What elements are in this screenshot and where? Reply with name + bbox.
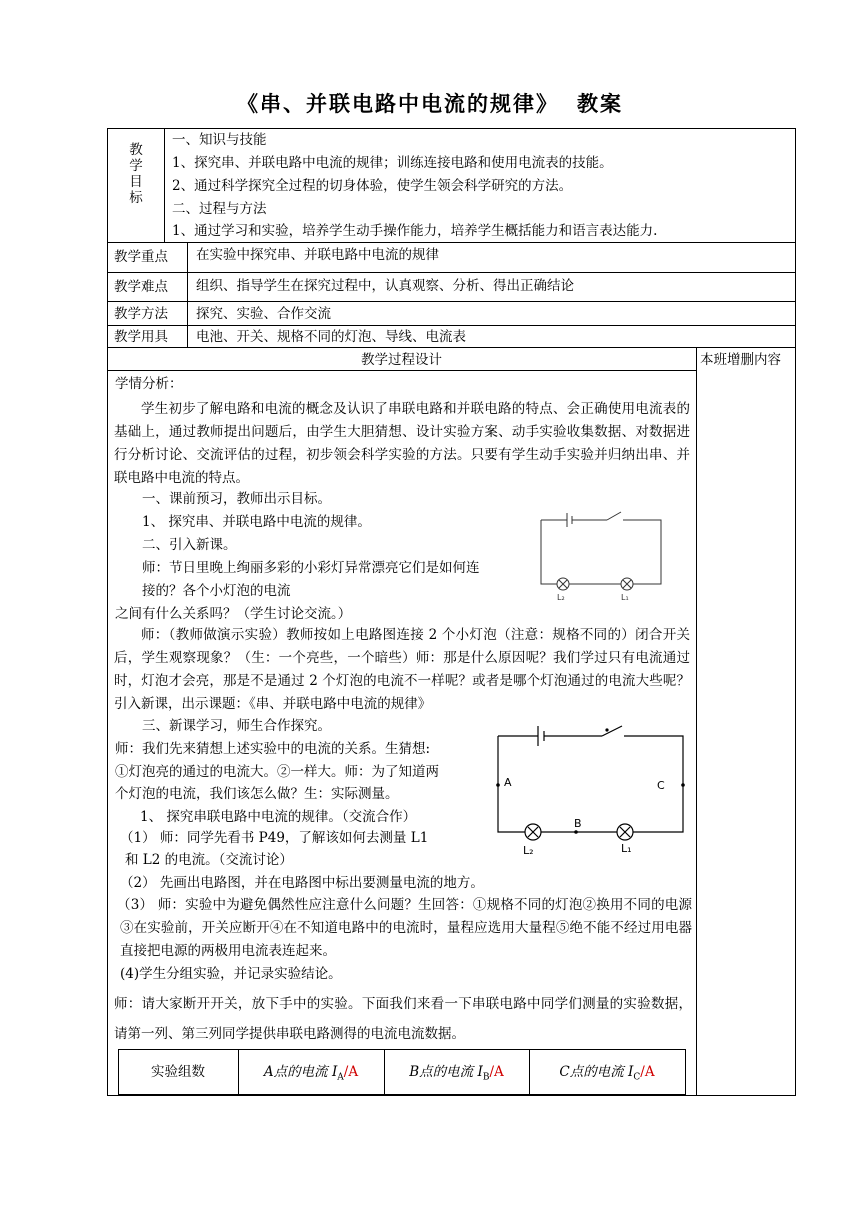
header-unit: /A [343,1064,359,1080]
para: （3） 师：实验中为避免偶然性应注意什么问题？生回答：①规格不同的灯泡②换用不同的电源③在实验前，开关应断开④在不知道电路中的电流时，量程应选用大量程⑤绝不能不经过用电器直接把电源的两极用电流表连起来。 [117,897,692,959]
circuit-diagram-1 [535,508,670,603]
para: 师：（教师做演示实验）教师按如上电路图连接 2 个小灯泡（注意：规格不同的）闭合开关后，学生观察现象？（生：一个亮些，一个暗些）师：那是什么原因呢？我们学过只有电流通过时，灯泡才会亮，那是不是通过 2 个灯泡的电流不一样呢？或者是哪个灯泡通过的电流大些呢？引入新课，出示课题：《串、并联电路中电流的规律》 [114,627,690,712]
data-table-border [685,1049,686,1095]
objectives-label-char: 目 [129,174,143,190]
objective-line: 1、通过学习和实验，培养学生动手操作能力，培养学生概括能力和语言表达能力. [172,223,658,239]
col-divider [696,347,697,1096]
analysis-title: 学情分析： [115,376,183,392]
para: ①灯泡亮的通过的电流大。②一样大。师：为了知道两 [115,764,439,780]
header-sub: C [633,1072,641,1083]
point-a-dot [496,783,500,787]
point-a-label: A [504,776,512,789]
objective-line: 二、过程与方法 [172,201,267,217]
circuit-diagram-2 [490,722,690,857]
header-sym: I [477,1064,483,1080]
row-divider [107,272,796,273]
para: 师：节日里晚上绚丽多彩的小彩灯异常漂亮它们是如何连 [142,560,480,576]
point-b-dot [574,830,578,834]
col-divider [187,242,188,348]
row-label-methods: 教学方法 [114,306,168,322]
side-header: 本班增删内容 [700,352,781,368]
analysis-text: 学生初步了解电路和电流的概念及认识了串联电路和并联电路的特点、会正确使用电流表的基础上，通过教师提出问题后，由学生大胆猜想、设计实验方案、动手实验收集数据、对数据进行分析讨论、交流评估的过程，初步领会科学实验的方法。只要有学生动手实验并归纳出串、并联电路中电流的特点。 [114,401,690,486]
row-value-difficulties: 组织、指导学生在探究过程中，认真观察、分析、得出正确结论 [196,278,574,294]
para: （2） 先画出电路图，并在电路图中标出要测量电流的地方。 [120,875,484,891]
para: 二、引入新课。 [142,537,237,553]
header-unit: /A [489,1064,504,1080]
para: 三、新课学习，师生合作探究。 [142,718,331,734]
table-header-c [529,1050,685,1094]
header-pre: C点的电流 [559,1064,624,1080]
row-label-tools: 教学用具 [114,329,168,345]
header-sym: I [331,1064,338,1080]
para: (4)学生分组实验，并记录实验结论。 [120,966,342,982]
title-suffix: 教案 [577,92,623,116]
para: 师：请大家断开开关，放下手中的实验。下面我们来看一下串联电路中同学们测量的实验数据，请第一列、第三列同学提供串联电路测得的电流电流数据。 [114,996,692,1042]
table-border-right [795,128,796,1096]
data-table-border [118,1094,686,1095]
table-border-left [107,128,108,1096]
header-unit: /A [640,1064,655,1080]
row-divider [107,347,796,348]
objectives-label-char: 教 [129,142,143,158]
table-header-group: 实验组数 [151,1064,205,1080]
table-border-bottom [107,1095,796,1096]
objective-line: 2、通过科学探究全过程的切身体验，使学生领会科学研究的方法。 [172,178,573,194]
objective-line: 一、知识与技能 [172,132,267,148]
objective-line: 1、探究串、并联电路中电流的规律；训练连接电路和使用电流表的技能。 [172,155,613,171]
row-value-key-points: 在实验中探究串、并联电路中电流的规律 [196,247,439,263]
para: 接的？各个小灯泡的电流 [142,583,291,599]
table-header-b [384,1050,529,1094]
lamp-label-l1: L₁ [621,842,632,855]
para: 和 L2 的电流。（交流讨论） [125,852,293,868]
page-title [0,88,860,118]
para: 一、课前预习，教师出示目标。 [142,491,331,507]
col-divider [164,128,165,243]
table-border-top [107,128,796,129]
row-divider [107,242,796,243]
para: 1、 探究串联电路中电流的规律。（交流合作） [140,809,417,825]
row-divider [107,370,696,371]
header-sub: A [337,1072,344,1083]
header-pre: A点的电流 [263,1064,328,1080]
para: 师：我们先来猜想上述实验中的电流的关系。生猜想: [115,741,431,757]
row-value-tools: 电池、开关、规格不同的灯泡、导线、电流表 [196,329,466,345]
row-label-difficulties: 教学难点 [114,279,168,295]
process-header: 教学过程设计 [361,352,442,368]
row-divider [107,301,796,302]
header-sym: I [628,1064,634,1080]
point-c-label: C [657,779,665,792]
header-pre: B点的电流 [409,1064,474,1080]
row-divider [107,325,796,326]
objectives-label-char: 标 [129,190,143,206]
row-value-methods: 探究、实验、合作交流 [196,306,331,322]
point-c-dot [681,783,685,787]
lamp-label-l2: L₂ [557,593,565,602]
para: 个灯泡的电流，我们该怎么做？生：实际测量。 [115,786,399,802]
para: 之间有什么关系吗？（学生讨论交流。） [115,606,352,622]
lamp-label-l1: L₁ [621,593,629,602]
header-sub: B [482,1072,490,1083]
table-header-a [238,1050,384,1094]
switch-contact-dot [605,728,608,731]
objectives-label-char: 学 [129,158,143,174]
point-b-label: B [574,817,582,830]
title-main: 《串、并联电路中电流的规律》 [237,92,559,116]
lamp-label-l2: L₂ [523,844,534,857]
para: （1） 师：同学先看书 P49，了解该如何去测量 L1 [120,830,429,846]
row-label-key-points: 教学重点 [114,249,168,265]
para: 1、 探究串、并联电路中电流的规律。 [142,514,371,530]
